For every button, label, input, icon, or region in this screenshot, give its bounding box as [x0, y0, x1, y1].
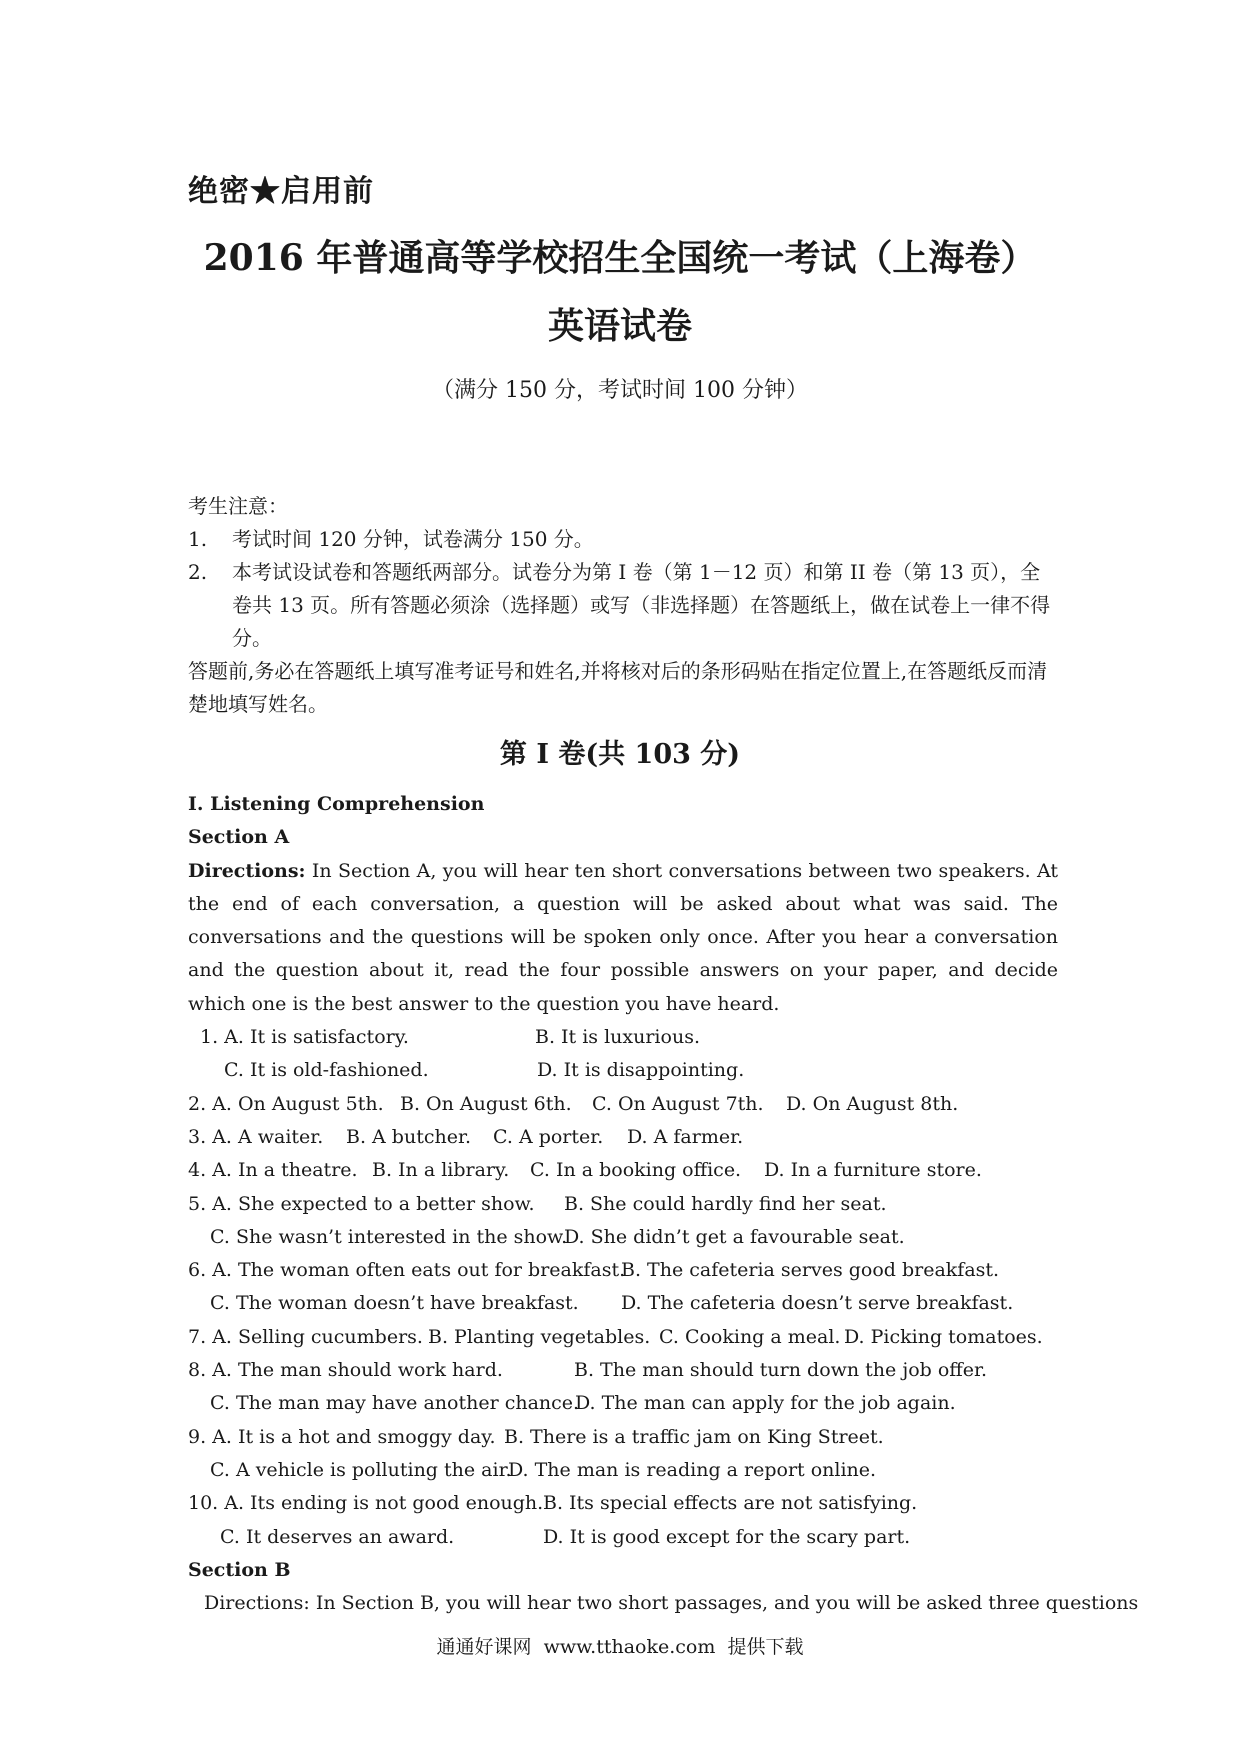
question-row — [188, 1154, 1058, 1187]
option-a: 7. A. Selling cucumbers. — [188, 1325, 423, 1348]
question-row — [188, 1321, 1058, 1354]
question-row — [188, 1188, 1058, 1221]
option-d: D. In a furniture store. — [764, 1159, 982, 1182]
option-d: D. The man can apply for the job again. — [575, 1392, 956, 1415]
option-d: D. It is good except for the scary part. — [543, 1525, 911, 1548]
part-one-title: 第 I 卷(共 103 分) — [499, 739, 741, 770]
option-a: 1. A. It is satisfactory. — [200, 1026, 409, 1049]
note-text: 本考试设试卷和答题纸两部分。试卷分为第 I 卷（第 1－12 页）和第 II 卷（第 13 页），全卷共 13 页。所有答题必须涂（选择题）或写（非选择题）在答题纸上，做在试卷上一律不得分。 — [232, 560, 1051, 650]
section-b-directions: Directions: In Section B, you will hear two short passages, and you will be asked three questions — [204, 1592, 1139, 1615]
section-b-heading: Section B — [188, 1558, 291, 1581]
question-row — [188, 1287, 1058, 1320]
option-a: 10. A. Its ending is not good enough. — [188, 1492, 544, 1515]
option-c: C. Cooking a meal. — [659, 1325, 841, 1348]
question-row — [188, 1088, 1058, 1121]
question-row — [188, 1121, 1058, 1154]
question-row — [188, 1387, 1058, 1420]
option-a: 9. A. It is a hot and smoggy day. — [188, 1425, 496, 1448]
option-d: D. Picking tomatoes. — [844, 1325, 1043, 1348]
option-b: B. Its special effects are not satisfying. — [543, 1492, 918, 1515]
question-row — [188, 1454, 1058, 1487]
page-footer: 通通好课网 www.tthaoke.com 提供下载 — [436, 1636, 804, 1658]
question-row — [188, 1054, 1058, 1087]
option-a: 2. A. On August 5th. — [188, 1092, 384, 1115]
section-a-heading: Section A — [188, 826, 290, 849]
directions-label: Directions: — [188, 859, 306, 882]
option-c: C. The woman doesn’t have breakfast. — [210, 1292, 579, 1315]
option-c: C. A porter. — [493, 1125, 604, 1148]
question-row — [188, 1254, 1058, 1287]
option-b: B. In a library. — [372, 1159, 510, 1182]
question-row — [188, 1221, 1058, 1254]
option-b: B. On August 6th. — [400, 1092, 572, 1115]
question-row — [188, 1021, 1058, 1054]
option-c: C. It deserves an award. — [220, 1525, 455, 1548]
option-a: 4. A. In a theatre. — [188, 1159, 358, 1182]
option-b: B. The cafeteria serves good breakfast. — [621, 1259, 1000, 1282]
confidential-label: 绝密★启用前 — [188, 174, 374, 209]
question-row — [188, 1421, 1058, 1454]
option-c: C. On August 7th. — [592, 1092, 764, 1115]
option-c: C. In a booking office. — [530, 1159, 742, 1182]
option-a: 8. A. The man should work hard. — [188, 1359, 503, 1382]
notes-extra: 答题前,务必在答题纸上填写准考证号和姓名,并将核对后的条形码贴在指定位置上,在答题纸反而清楚地填写姓名。 — [188, 659, 1048, 716]
option-b: B. The man should turn down the job offer. — [574, 1359, 988, 1382]
question-row — [188, 1487, 1058, 1520]
section-a-directions — [188, 855, 1058, 1021]
section-heading: I. Listening Comprehension — [188, 793, 485, 815]
option-d: D. A farmer. — [627, 1125, 744, 1148]
note-item — [188, 523, 1058, 556]
notes-heading: 考生注意： — [188, 494, 288, 518]
option-d: D. On August 8th. — [786, 1092, 959, 1115]
score-time-note: （满分 150 分，考试时间 100 分钟） — [432, 378, 808, 403]
question-row — [188, 1521, 1058, 1554]
directions-text: In Section A, you will hear ten short conversations between two speakers. At the end of each conversation, a question will be asked about what was said. The conversations and the questions will be spoken only once. After you hear a conversation and the question about it, read the four possible answers on your paper, and decide which one is the best answer to the question you have heard. — [188, 859, 1058, 1015]
option-b: B. It is luxurious. — [535, 1026, 700, 1049]
option-c: C. The man may have another chance. — [210, 1392, 580, 1415]
option-c: C. A vehicle is polluting the air. — [210, 1458, 512, 1481]
option-b: B. Planting vegetables. — [428, 1325, 651, 1348]
option-c: C. It is old-fashioned. — [224, 1059, 429, 1082]
option-b: B. A butcher. — [346, 1125, 471, 1148]
option-a: 5. A. She expected to a better show. — [188, 1192, 535, 1215]
option-a: 6. A. The woman often eats out for breakfast. — [188, 1259, 626, 1282]
option-d: D. The man is reading a report online. — [508, 1458, 877, 1481]
exam-title: 2016 年普通高等学校招生全国统一考试（上海卷） — [203, 237, 1037, 279]
option-c: C. She wasn’t interested in the show. — [210, 1225, 568, 1248]
question-row — [188, 1354, 1058, 1387]
candidate-notes — [188, 490, 1058, 721]
option-b: B. She could hardly find her seat. — [564, 1192, 887, 1215]
option-d: D. It is disappointing. — [537, 1059, 745, 1082]
option-b: B. There is a traffic jam on King Street. — [504, 1425, 884, 1448]
option-d: D. The cafeteria doesn’t serve breakfast. — [621, 1292, 1014, 1315]
note-number: 2. — [188, 560, 208, 584]
listening-section — [188, 788, 1139, 1620]
note-item — [188, 556, 1058, 655]
note-number: 1. — [188, 527, 208, 551]
option-a: 3. A. A waiter. — [188, 1125, 324, 1148]
exam-subtitle: 英语试卷 — [547, 305, 692, 347]
note-text: 考试时间 120 分钟，试卷满分 150 分。 — [232, 527, 594, 551]
option-d: D. She didn’t get a favourable seat. — [564, 1225, 905, 1248]
